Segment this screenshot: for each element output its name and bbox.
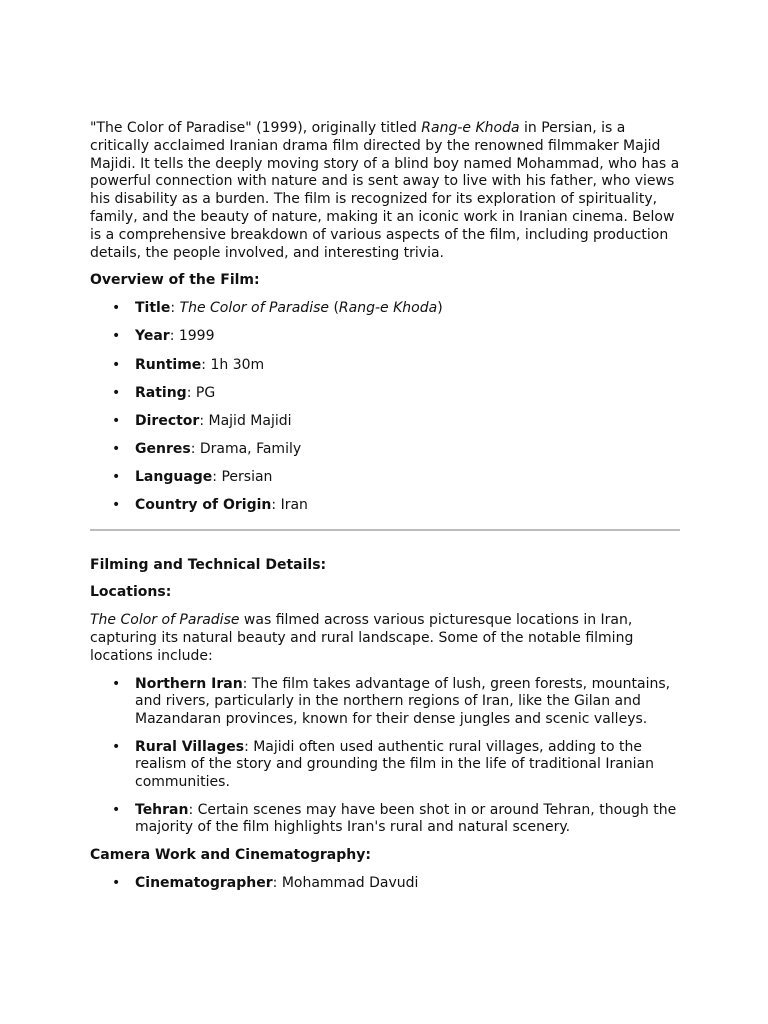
list-item [90,802,680,838]
intro-persian-title: Rang-e Khoda [421,120,520,136]
list-item [90,328,680,356]
locations-text: was filmed across various picturesque locations in Iran, capturing its natural beauty and rural landscape. Some of the notable filming locations include: [90,612,634,664]
intro-paragraph [90,120,680,262]
intro-text-2: in Persian, is a critically acclaimed Iranian drama film directed by the renowned filmmaker Majid Majidi. It tells the deeply moving story of a blind boy named Mohammad, who has a powerful connection with nature and is sent away to live with his father, who views his disability as a burden. The film is recognized for its exploration of spirituality, family, and the beauty of nature, making it an iconic work in Iranian cinema. Below is a comprehensive breakdown of various aspects of the film, including production details, the people involved, and interesting trivia. [90,120,680,261]
item-label: Director [135,412,200,429]
document-page [90,120,680,892]
camera-heading: Camera Work and Cinematography: [90,846,371,863]
list-item [90,441,680,469]
item-value: : PG [186,384,216,401]
item-value: : 1h 30m [201,356,265,373]
filming-heading: Filming and Technical Details: [90,556,327,573]
list-item [90,875,680,893]
item-label: Title [135,300,171,317]
item-label: Language [135,469,213,486]
locations-list [90,676,680,838]
film-title-italic: The Color of Paradise [90,612,240,629]
item-value: : Iran [271,497,308,514]
list-item: • Title: The Color of Paradise (Rang-e Khoda) [90,300,680,328]
list-item [90,497,680,525]
title-italic: The Color of Paradise [179,300,329,317]
item-label: Northern Iran [135,675,243,692]
item-value: : The film takes advantage of lush, green forests, mountains, and rivers, particularly in the northern regions of Iran, like the Gilan and Mazandaran provinces, known for their dense jungles and scenic valleys. [135,675,671,728]
list-item [90,469,680,497]
item-value: : Majidi often used authentic rural villages, adding to the realism of the story and grounding the film in the life of traditional Iranian communities. [135,738,655,791]
list-item [90,357,680,385]
title-alt-italic: Rang-e Khoda [338,300,438,317]
list-item [90,676,680,729]
paren-open: ( [329,300,339,317]
camera-list [90,875,680,893]
intro-text-1: "The Color of Paradise" (1999), originally titled [90,120,422,136]
item-value: : Drama, Family [190,441,302,458]
item-value: : Majid Majidi [199,412,292,429]
item-value: : Mohammad Davudi [272,874,419,891]
locations-heading: Locations: [90,584,172,601]
item-label: Runtime [135,356,202,373]
item-label: Tehran [135,801,189,818]
item-label: Cinematographer [135,874,273,891]
locations-paragraph [90,612,680,665]
item-label: Country of Origin [135,497,272,514]
item-value: : 1999 [169,328,215,345]
item-label: Rural Villages [135,738,245,755]
item-label: Year [135,328,170,345]
overview-list [90,300,680,526]
item-value: : Certain scenes may have been shot in or around Tehran, though the majority of the film highlights Iran's rural and natural scenery. [135,801,677,836]
item-label: Rating [135,384,187,401]
list-item [90,385,680,413]
overview-heading: Overview of the Film: [90,272,260,289]
list-item [90,413,680,441]
paren-close: ) [437,300,443,317]
horizontal-divider [90,529,680,531]
item-value: : Persian [212,469,273,486]
list-item [90,739,680,792]
item-label: Genres [135,441,191,458]
